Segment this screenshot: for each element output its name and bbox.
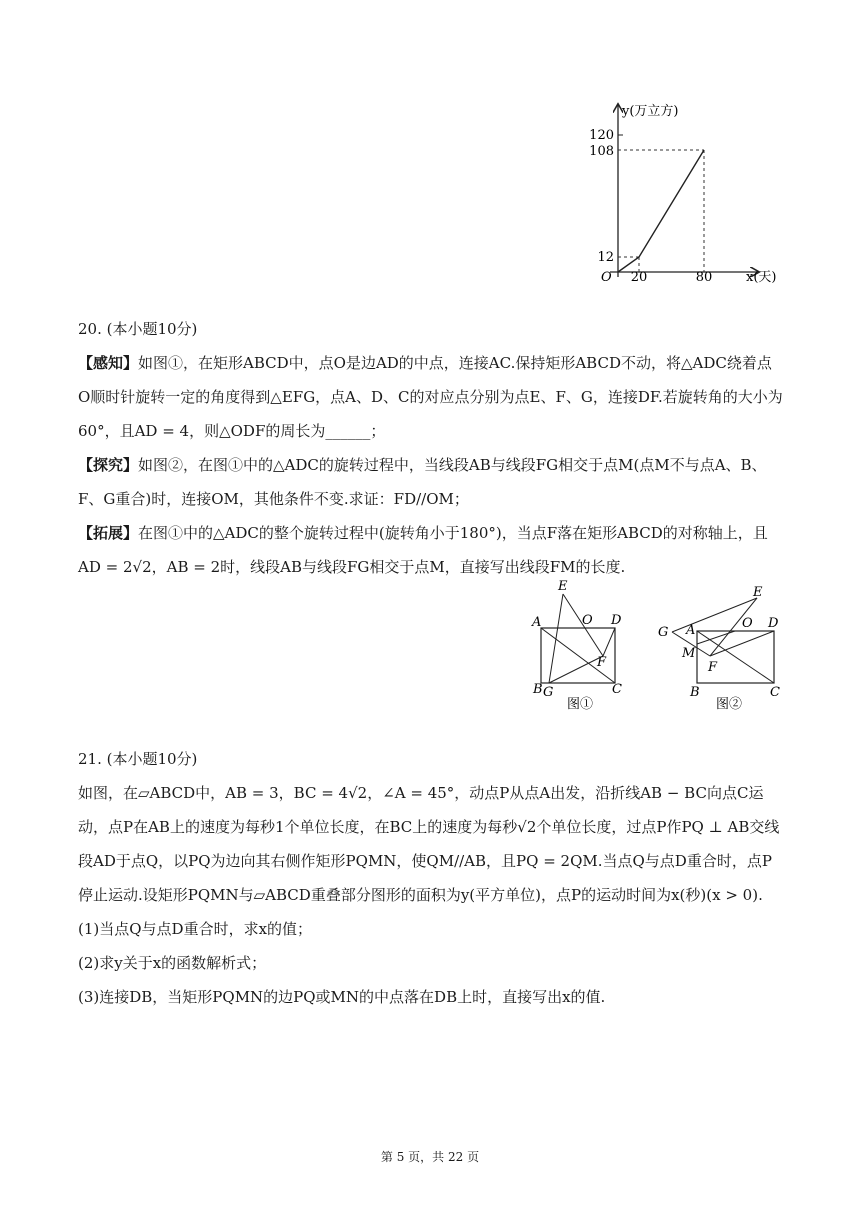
q20-explore-text: 如图②，在图①中的△ADC的旋转过程中，当线段AB与线段FG相交于点M(点M不与点A、B、F、G重合)时，连接OM，其他条件不变.求证：FD//OM； [78,456,767,508]
q21-part3: (3)连接DB，当矩形PQMN的边PQ或MN的中点落在DB上时，直接写出x的值. [78,988,606,1006]
figure-1 [525,576,635,716]
label-F: F [708,660,718,675]
tick-label-80: 80 [695,270,713,285]
label-D: D [611,613,622,628]
label-F: F [597,655,607,670]
label-C: C [770,685,780,700]
label-O: O [742,616,753,631]
page-footer: 第 5 页，共 22 页 [380,1150,480,1164]
q20-perceive [78,346,783,448]
seg-fd [603,628,615,656]
tick-label-20: 20 [630,270,648,285]
q21-part1: (1)当点Q与点D重合时，求x的值； [78,920,313,938]
q20-extend-text: 在图①中的△ADC的整个旋转过程中(旋转角小于180°)，当点F落在矩形ABCD的对称轴上，且AD = 2√2，AB = 2时，线段AB与线段FG相交于点M，直接写出线段FM的长度. [78,524,768,576]
q20-extend-tag: 【拓展】 [78,524,139,542]
seg-ac [697,631,774,683]
seg-fg [549,656,603,683]
seg-eg [549,594,563,683]
label-D: D [768,616,779,631]
tick-label-120: 120 [589,128,614,143]
label-C: C [612,682,622,697]
q20-extend [78,516,783,584]
label-O: O [582,613,593,628]
caption-fig1: 图① [567,697,594,712]
label-B: B [533,682,543,697]
label-G: G [658,625,669,640]
q21-part2: (2)求y关于x的函数解析式； [78,954,267,972]
origin-label: O [601,270,612,285]
graph-polyline [618,150,704,272]
caption-fig2: 图② [716,697,743,712]
q20-perceive-tag: 【感知】 [78,354,139,372]
q20-explore [78,448,783,516]
tick-label-12: 12 [597,250,614,265]
q20-header: 20. (本小题10分) [78,320,198,338]
x-axis-label: x(天) [746,270,777,285]
y-axis-label: y(万立方) [622,104,679,119]
q21-intro: 如图，在▱ABCD中，AB = 3，BC = 4√2，∠A = 45°，动点P从点A出发，沿折线AB − BC向点C运动，点P在AB上的速度为每秒1个单位长度，在BC上的速度为每秒√2个单位长度，过点P作PQ ⊥ AB交线段AD于点Q，以PQ为边向其右侧作矩形PQMN，使QM//AB，且PQ = 2QM.当点Q与点D重合时，点P停止运动.设矩形PQMN与▱ABCD重叠部分图形的面积为y(平方单位)，点P的运动时间为x(秒)(x > 0). [78,784,780,904]
label-G: G [543,685,554,700]
q20-explore-tag: 【探究】 [78,456,139,474]
seg-om [697,631,735,644]
label-B: B [690,685,700,700]
label-A: A [686,623,696,638]
label-E: E [558,579,568,594]
figure-2 [652,576,787,716]
label-M: M [682,646,696,661]
q20-perceive-text: 如图①，在矩形ABCD中，点O是边AD的中点，连接AC.保持矩形ABCD不动，将△ADC绕着点O顺时针旋转一定的角度得到△EFG，点A、D、C的对应点分别为点E、F、G，连接DF.若旋转角的大小为60°，且AD = 4，则△ODF的周长为______； [78,354,783,440]
label-E: E [753,585,763,600]
q21-header: 21. (本小题10分) [78,750,198,768]
label-A: A [532,615,542,630]
tick-label-108: 108 [589,144,614,159]
line-graph [580,95,790,290]
